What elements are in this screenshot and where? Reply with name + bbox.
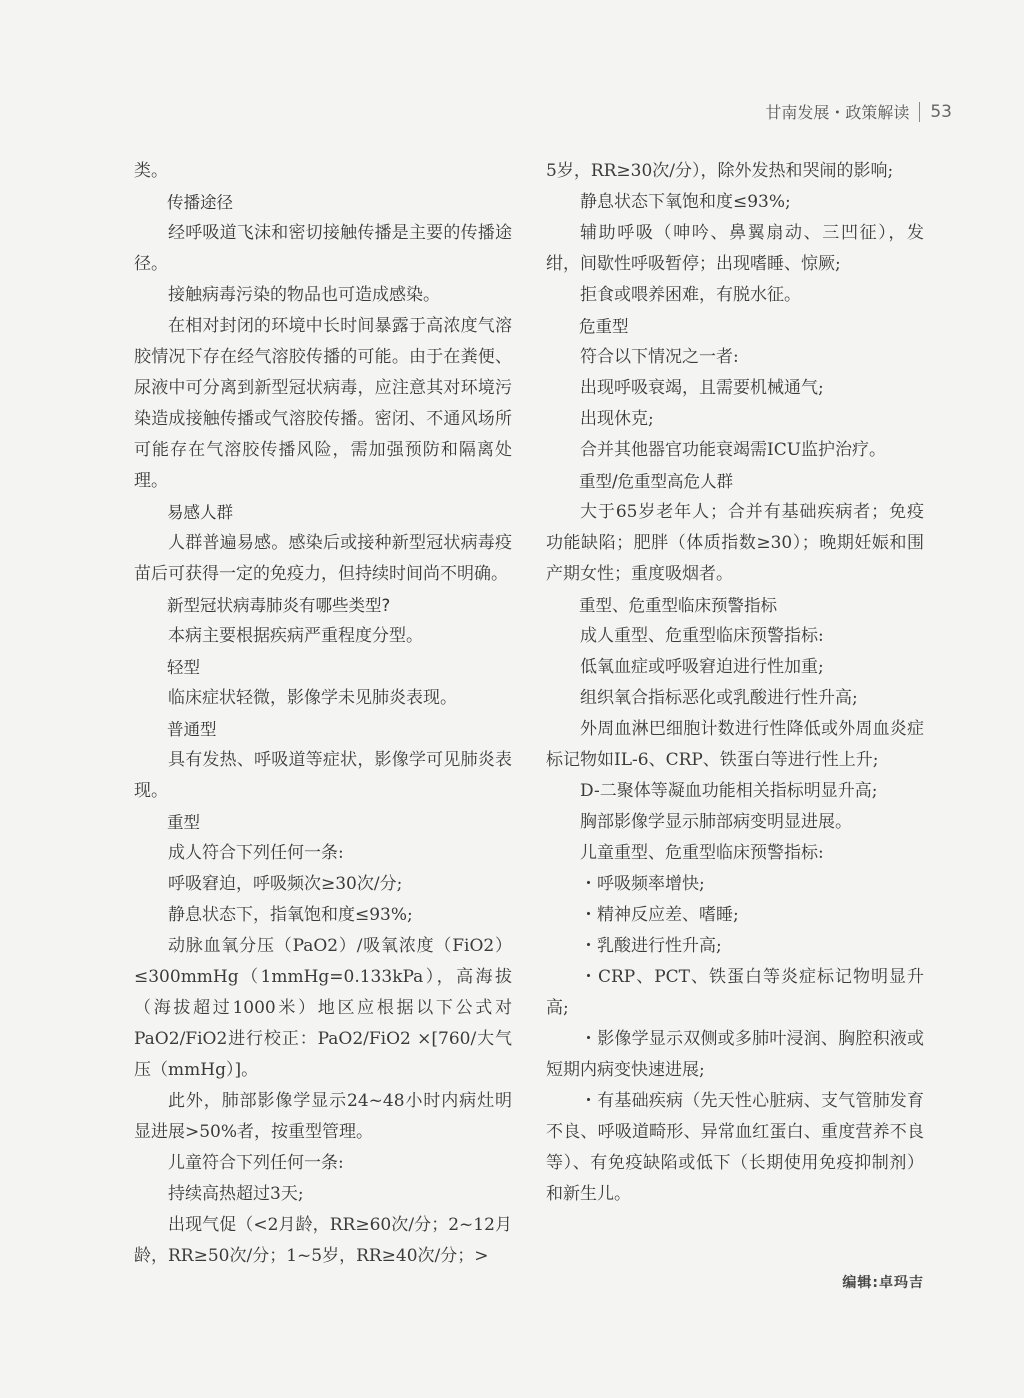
paragraph: 拒食或喂养困难，有脱水征。 xyxy=(580,285,801,305)
page-number: 53 xyxy=(930,101,952,122)
paragraph: 具有发热、呼吸道等症状，影像学可见肺炎表现。 xyxy=(134,750,512,801)
section-heading: 危重型 xyxy=(579,317,629,336)
paragraph: 静息状态下氧饱和度≤93%; xyxy=(580,192,791,212)
section-heading: 普通型 xyxy=(167,720,217,739)
section-heading: 重型 xyxy=(167,813,200,832)
paragraph: 此外，肺部影像学显示24~48小时内病灶明显进展>50%者，按重型管理。 xyxy=(134,1091,512,1142)
paragraph: 辅助呼吸（呻吟、鼻翼扇动、三凹征），发绀，间歇性呼吸暂停；出现嗜睡、惊厥; xyxy=(546,223,924,274)
paragraph: 组织氧合指标恶化或乳酸进行性升高; xyxy=(580,688,858,708)
paragraph: 人群普遍易感。感染后或接种新型冠状病毒疫苗后可获得一定的免疫力，但持续时间尚不明确。 xyxy=(134,533,512,584)
running-header xyxy=(765,100,952,123)
header-divider xyxy=(919,102,920,122)
paragraph: 经呼吸道飞沫和密切接触传播是主要的传播途径。 xyxy=(134,223,512,274)
paragraph: ・影像学显示双侧或多肺叶浸润、胸腔积液或短期内病变快速进展; xyxy=(546,1029,924,1080)
paragraph: 本病主要根据疾病严重程度分型。 xyxy=(168,626,423,646)
section-heading: 轻型 xyxy=(167,658,200,677)
paragraph: D-二聚体等凝血功能相关指标明显升高; xyxy=(580,781,878,801)
section-heading: 易感人群 xyxy=(167,503,233,522)
paragraph: 5岁，RR≥30次/分），除外发热和哭闹的影响; xyxy=(546,161,894,181)
paragraph: 出现休克; xyxy=(580,409,654,429)
paragraph: 在相对封闭的环境中长时间暴露于高浓度气溶胶情况下存在经气溶胶传播的可能。由于在粪便、尿液中可分离到新型冠状病毒，应注意其对环境污染造成接触传播或气溶胶传播。密闭、不通风场所可能存在气溶胶传播风险，需加强预防和隔离处理。 xyxy=(134,316,512,491)
paragraph: 出现呼吸衰竭，且需要机械通气; xyxy=(580,378,824,398)
section-heading: 新型冠状病毒肺炎有哪些类型? xyxy=(167,596,391,615)
section-heading: 传播途径 xyxy=(167,193,233,212)
paragraph: ・有基础疾病（先天性心脏病、支气管肺发育不良、呼吸道畸形、异常血红蛋白、重度营养不良等）、有免疫缺陷或低下（长期使用免疫抑制剂）和新生儿。 xyxy=(546,1091,924,1204)
paragraph: 合并其他器官功能衰竭需ICU监护治疗。 xyxy=(580,440,887,460)
section-title: 甘南发展・政策解读 xyxy=(765,103,910,122)
paragraph: 儿童符合下列任何一条: xyxy=(168,1153,344,1173)
editor-credit: 编辑:卓玛吉 xyxy=(842,1275,924,1291)
paragraph: ・精神反应差、嗜睡; xyxy=(580,905,739,925)
paragraph: 接触病毒污染的物品也可造成感染。 xyxy=(168,285,440,305)
paragraph: ・CRP、PCT、铁蛋白等炎症标记物明显升高; xyxy=(546,967,924,1018)
paragraph: ・呼吸频率增快; xyxy=(580,874,705,894)
left-column xyxy=(134,156,512,1272)
paragraph: 静息状态下，指氧饱和度≤93%; xyxy=(168,905,413,925)
paragraph: 动脉血氧分压（PaO2）/吸氧浓度（FiO2）≤300mmHg（1mmHg=0.133kPa），高海拔（海拔超过1000米）地区应根据以下公式对PaO2/FiO2进行校正：PaO2/FiO2 ×[760/大气压（mmHg）]。 xyxy=(134,936,512,1080)
section-heading: 重型、危重型临床预警指标 xyxy=(579,596,777,615)
section-heading: 重型/危重型高危人群 xyxy=(579,472,734,491)
paragraph: 持续高热超过3天; xyxy=(168,1184,304,1204)
paragraph: 符合以下情况之一者: xyxy=(580,347,739,367)
paragraph: 低氧血症或呼吸窘迫进行性加重; xyxy=(580,657,824,677)
paragraph: 出现气促（<2月龄，RR≥60次/分；2~12月龄，RR≥50次/分；1~5岁，RR≥40次/分；> xyxy=(134,1215,512,1266)
right-column xyxy=(546,156,924,1210)
paragraph: 外周血淋巴细胞计数进行性降低或外周血炎症标记物如IL-6、CRP、铁蛋白等进行性上升; xyxy=(546,719,924,770)
paragraph: 临床症状轻微，影像学未见肺炎表现。 xyxy=(168,688,457,708)
paragraph: 类。 xyxy=(134,161,168,181)
paragraph: 成人重型、危重型临床预警指标: xyxy=(580,626,824,646)
paragraph: 儿童重型、危重型临床预警指标: xyxy=(580,843,824,863)
paragraph: 大于65岁老年人；合并有基础疾病者；免疫功能缺陷；肥胖（体质指数≥30）；晚期妊娠和围产期女性；重度吸烟者。 xyxy=(546,502,924,584)
paragraph: ・乳酸进行性升高; xyxy=(580,936,722,956)
paragraph: 胸部影像学显示肺部病变明显进展。 xyxy=(580,812,852,832)
paragraph: 成人符合下列任何一条: xyxy=(168,843,344,863)
paragraph: 呼吸窘迫，呼吸频次≥30次/分; xyxy=(168,874,403,894)
